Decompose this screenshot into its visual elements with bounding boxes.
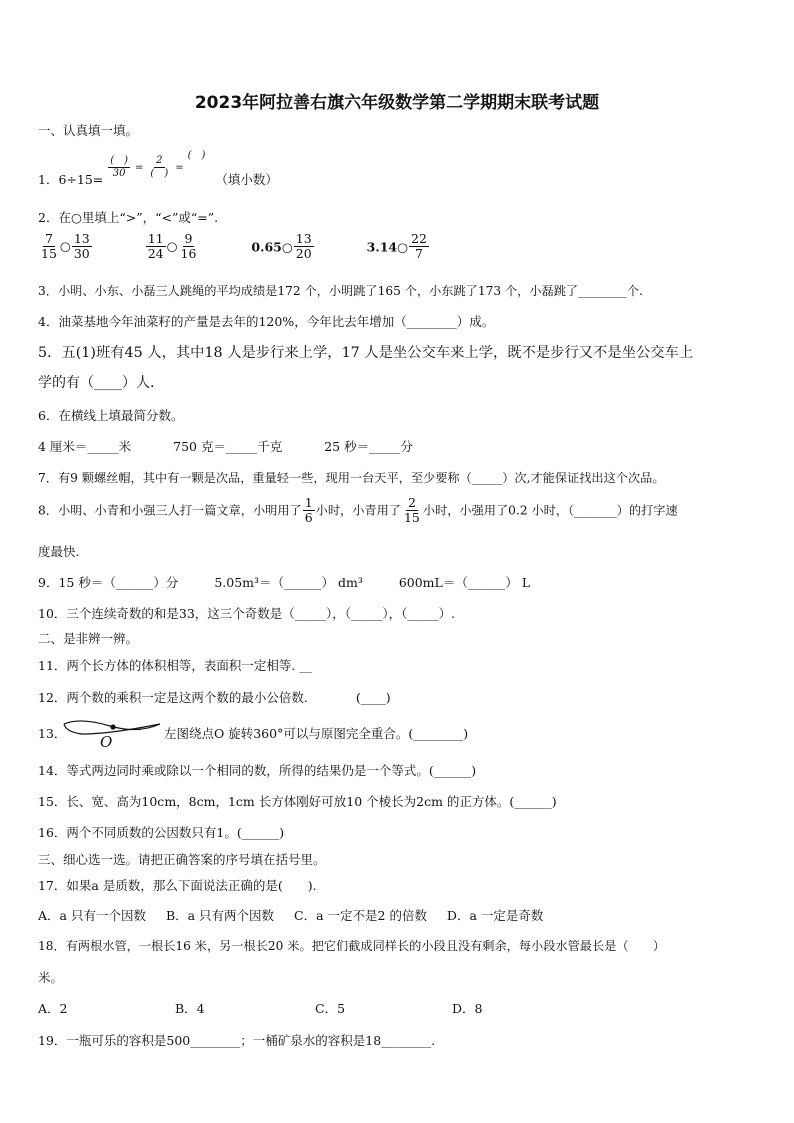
q1-f1-numerator: ( ) bbox=[110, 155, 129, 166]
q9-item-2: 5.05m³＝（______） dm³ bbox=[214, 575, 363, 590]
q1-fraction-2 bbox=[148, 155, 170, 179]
q2-item-2-frac-b bbox=[179, 232, 199, 262]
numerator: 1 bbox=[304, 495, 313, 510]
section-heading-3: 三、细心选一选。请把正确答案的序号填在括号里。 bbox=[38, 852, 326, 867]
question-6: 6．在横线上填最简分数。 bbox=[38, 408, 184, 423]
q6-items bbox=[38, 437, 413, 455]
question-18-line-1: 18．有两根水管，一根长16 米，另一根长20 米。把它们截成同样长的小段且没有剩余，每小段水管最长是（ ） bbox=[38, 939, 666, 953]
question-9 bbox=[38, 573, 530, 591]
q2-item-4 bbox=[367, 232, 430, 262]
q17-option-a: A．a 只有一个因数 bbox=[38, 908, 146, 923]
numerator: 11 bbox=[147, 231, 164, 246]
compare-circle: ○ bbox=[59, 238, 71, 254]
question-10: 10．三个连续奇数的和是33，这三个奇数是（_____），（_____），（_____）. bbox=[38, 606, 456, 621]
denominator: 15 bbox=[403, 510, 420, 526]
q2-item-3-lead: 0.65○ bbox=[251, 239, 293, 255]
denominator: 15 bbox=[41, 246, 57, 262]
question-14: 14．等式两边同时乘或除以一个相同的数，所得的结果仍是一个等式。(______) bbox=[38, 763, 477, 778]
q2-item-2-frac-a bbox=[146, 232, 166, 262]
rotation-figure bbox=[60, 716, 164, 750]
question-16: 16．两个不同质数的公因数只有1。(______) bbox=[38, 825, 285, 840]
question-18-line-2: 米。 bbox=[38, 970, 64, 985]
question-11: 11．两个长方体的体积相等，表面积一定相等. __ bbox=[38, 658, 312, 673]
q18-option-a: A．2 bbox=[38, 1001, 68, 1016]
q17-options bbox=[38, 906, 543, 924]
q13-prefix: 13． bbox=[38, 726, 67, 741]
q12-text: 12．两个数的乘积一定是这两个数的最小公倍数. bbox=[38, 690, 308, 705]
q17-option-c: C．a 一定不是2 的倍数 bbox=[294, 908, 427, 923]
question-8-line-1 bbox=[38, 496, 678, 526]
numerator: 2 bbox=[407, 495, 416, 510]
q8-fraction-1 bbox=[303, 496, 315, 526]
numerator: 9 bbox=[184, 231, 193, 246]
question-3: 3．小明、小东、小磊三人跳绳的平均成绩是172 个，小明跳了165 个，小东跳了173 个，小磊跳了________个. bbox=[38, 284, 643, 298]
question-17: 17．如果a 是质数，那么下面说法正确的是( ). bbox=[38, 878, 317, 893]
q1-blank: ( ) bbox=[187, 150, 206, 161]
q2-item-3 bbox=[251, 232, 314, 262]
q2-item-4-frac-b bbox=[409, 232, 429, 262]
q1-suffix: （填小数） bbox=[215, 172, 278, 187]
q1-fraction-1 bbox=[108, 155, 130, 179]
q2-item-1 bbox=[38, 232, 93, 262]
q6-item-3: 25 秒＝_____分 bbox=[324, 439, 413, 454]
q6-item-1: 4 厘米＝_____米 bbox=[38, 439, 132, 454]
question-8-line-2: 度最快. bbox=[38, 544, 80, 559]
q1-f2-denominator: ( ) bbox=[150, 167, 169, 179]
q8-part-3: 小时，小强用了0.2 小时，（_______）的打字速 bbox=[422, 503, 678, 518]
q2-item-1-frac-b bbox=[72, 232, 92, 262]
q2-item-3-frac-b bbox=[294, 232, 314, 262]
numerator: 13 bbox=[73, 231, 90, 246]
q17-option-b: B．a 只有两个因数 bbox=[165, 908, 275, 923]
q1-f1-denominator: 30 bbox=[112, 167, 126, 179]
q2-item-4-lead: 3.14○ bbox=[366, 239, 408, 255]
q18-option-b: B．4 bbox=[175, 1001, 205, 1016]
q1-f2-numerator: 2 bbox=[156, 155, 163, 166]
q8-part-2: 小时，小青用了 bbox=[315, 503, 401, 518]
rotation-point bbox=[110, 724, 115, 729]
question-19: 19．一瓶可乐的容积是500________；一桶矿泉水的容积是18________. bbox=[38, 1033, 436, 1048]
section-heading-2: 二、是非辨一辨。 bbox=[38, 631, 139, 646]
numerator: 13 bbox=[295, 231, 312, 246]
q1-equals-2: = bbox=[175, 162, 184, 174]
q18-option-d: D．8 bbox=[452, 1001, 483, 1016]
q1-prefix: 1．6÷15= bbox=[38, 172, 104, 187]
denominator: 6 bbox=[304, 510, 313, 526]
q2-item-2 bbox=[145, 232, 200, 262]
q17-option-d: D．a 一定是奇数 bbox=[446, 908, 544, 923]
q1-equals-1: = bbox=[135, 162, 144, 174]
denominator: 7 bbox=[414, 246, 423, 262]
section-heading-1: 一、认真填一填。 bbox=[38, 123, 139, 138]
compare-circle: ○ bbox=[166, 238, 178, 254]
q9-item-3: 600mL＝（______） L bbox=[398, 575, 531, 590]
q9-item-1: 9．15 秒＝（______）分 bbox=[38, 575, 179, 590]
question-13-text: 左图绕点O 旋转360°可以与原图完全重合。(________) bbox=[164, 726, 469, 741]
q12-blank: (____) bbox=[355, 690, 391, 705]
question-2: 2．在○里填上“>”，“<”或“=”. bbox=[38, 210, 219, 225]
question-15: 15．长、宽、高为10cm，8cm，1cm 长方体刚好可放10 个棱长为2cm 的正方体。(______) bbox=[38, 794, 557, 809]
numerator: 7 bbox=[44, 231, 53, 246]
page-title: 2023年阿拉善右旗六年级数学第二学期期末联考试题 bbox=[194, 93, 600, 113]
question-7: 7．有9 颗螺丝帽，其中有一颗是次品，重量轻一些，现用一台天平，至少要称（_____）次,才能保证找出这个次品。 bbox=[38, 471, 665, 485]
denominator: 16 bbox=[180, 246, 197, 262]
q6-item-2: 750 克＝_____千克 bbox=[173, 439, 283, 454]
q2-items bbox=[38, 232, 430, 262]
q2-item-1-frac-a bbox=[39, 232, 59, 262]
denominator: 30 bbox=[73, 246, 90, 262]
question-4: 4．油菜基地今年油菜籽的产量是去年的120%，今年比去年增加（________）成。 bbox=[38, 314, 495, 329]
question-12 bbox=[38, 688, 391, 706]
q18-option-c: C．5 bbox=[315, 1001, 346, 1016]
q8-fraction-2 bbox=[402, 496, 422, 526]
question-1 bbox=[38, 146, 278, 188]
question-5-line-2: 学的有（____）人. bbox=[38, 375, 155, 391]
numerator: 22 bbox=[411, 231, 427, 246]
question-5-line-1: 5．五(1)班有45 人，其中18 人是步行来上学，17 人是坐公交车来上学，既不是步行又不是坐公交车上 bbox=[38, 345, 694, 361]
point-label-o: O bbox=[100, 733, 113, 750]
denominator: 24 bbox=[147, 246, 164, 262]
q8-part-1: 8．小明、小青和小强三人打一篇文章，小明用了 bbox=[38, 503, 302, 518]
denominator: 20 bbox=[295, 246, 312, 262]
